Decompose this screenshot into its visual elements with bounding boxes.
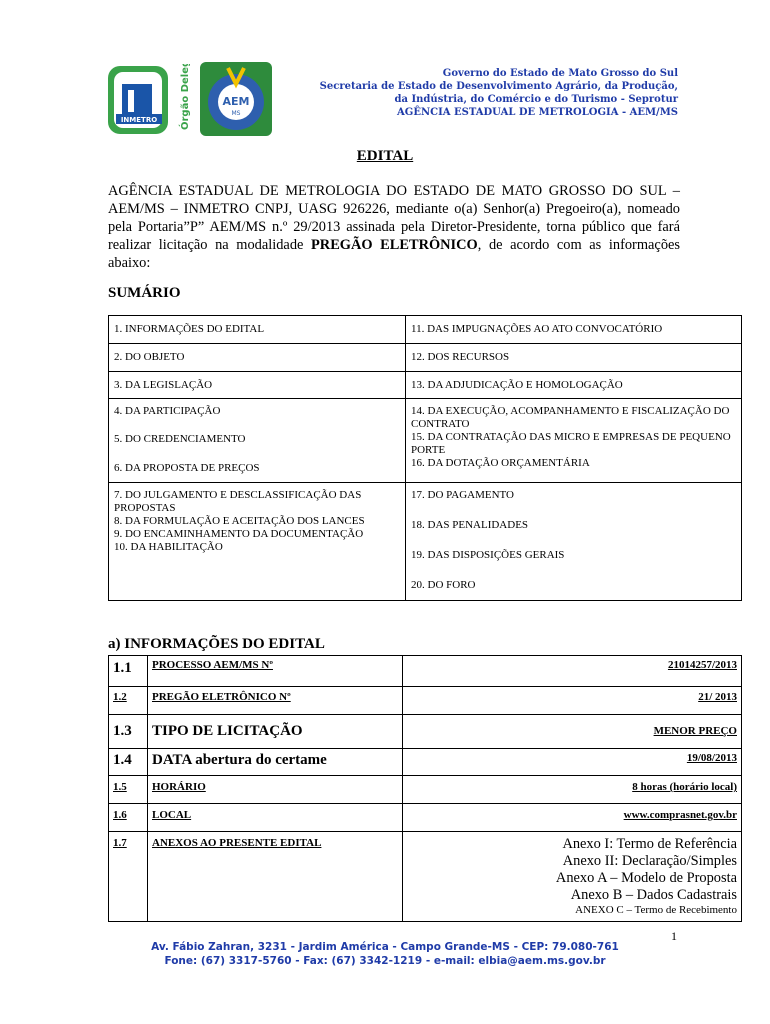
row-number: 1.3 <box>109 715 148 749</box>
summary-item: 20. DO FORO <box>411 579 476 591</box>
row-value: www.comprasnet.gov.br <box>403 804 742 832</box>
summary-item: 8. DA FORMULAÇÃO E ACEITAÇÃO DOS LANCES <box>114 515 365 527</box>
header-line-3: da Indústria, do Comércio e do Turismo - Seprotur <box>394 94 678 105</box>
annex-list <box>403 832 742 922</box>
delegate-logo-text: Órgão Delegado <box>180 64 191 130</box>
summary-item: 3. DA LEGISLAÇÃO <box>109 372 406 399</box>
header-line-2: Secretaria de Estado de Desenvolvimento Agrário, da Produção, <box>319 81 678 92</box>
summary-item: 13. DA ADJUDICAÇÃO E HOMOLOGAÇÃO <box>406 372 742 399</box>
summary-item: 16. DA DOTAÇÃO ORÇAMENTÁRIA <box>411 457 590 469</box>
summary-item: 5. DO CREDENCIAMENTO <box>114 433 246 445</box>
summary-item: 12. DOS RECURSOS <box>406 344 742 372</box>
edital-info-table <box>108 655 742 922</box>
summary-item: 18. DAS PENALIDADES <box>411 519 529 531</box>
annex-item: Anexo II: Declaração/Simples <box>562 853 737 869</box>
summary-item: 2. DO OBJETO <box>109 344 406 372</box>
aem-logo-subtext: MS <box>231 110 241 117</box>
annex-item: Anexo A – Modelo de Proposta <box>555 870 737 886</box>
aem-logo <box>200 62 272 136</box>
row-number: 1.4 <box>109 749 148 776</box>
intro-end: , de acordo com as informações abaixo: <box>108 237 680 271</box>
summary-item: 11. DAS IMPUGNAÇÕES AO ATO CONVOCATÓRIO <box>406 316 742 344</box>
row-number: 1.1 <box>109 656 148 687</box>
row-label: PREGÃO ELETRÔNICO Nº <box>148 687 403 715</box>
intro-paragraph <box>108 182 680 272</box>
summary-cell <box>109 399 406 483</box>
row-value: 21/ 2013 <box>403 687 742 715</box>
summary-item: 1. INFORMAÇÕES DO EDITAL <box>109 316 406 344</box>
summary-cell <box>406 483 742 601</box>
row-number: 1.5 <box>109 776 148 804</box>
header-line-4: AGÊNCIA ESTADUAL DE METROLOGIA - AEM/MS <box>397 107 678 118</box>
summary-item: 14. DA EXECUÇÃO, ACOMPANHAMENTO E FISCALIZAÇÃO DO CONTRATO <box>411 405 730 430</box>
summary-cell <box>406 399 742 483</box>
intro-modality: PREGÃO ELETRÔNICO <box>311 237 478 253</box>
footer-address: Av. Fábio Zahran, 3231 - Jardim América - Campo Grande-MS - CEP: 79.080-761 <box>151 941 619 953</box>
inmetro-logo <box>108 64 196 136</box>
summary-item: 7. DO JULGAMENTO E DESCLASSIFICAÇÃO DAS PROPOSTAS <box>114 489 362 514</box>
annex-item: ANEXO C – Termo de Recebimento <box>575 904 737 916</box>
row-label: HORÁRIO <box>148 776 403 804</box>
row-value: 8 horas (horário local) <box>403 776 742 804</box>
row-label: LOCAL <box>148 804 403 832</box>
footer <box>0 940 770 968</box>
summary-item: 17. DO PAGAMENTO <box>411 489 514 501</box>
row-number: 1.2 <box>109 687 148 715</box>
row-label: DATA abertura do certame <box>148 749 403 776</box>
row-label: TIPO DE LICITAÇÃO <box>148 715 403 749</box>
row-label: PROCESSO AEM/MS Nº <box>148 656 403 687</box>
row-value: 19/08/2013 <box>403 749 742 776</box>
section-a-title: a) INFORMAÇÕES DO EDITAL <box>108 636 325 652</box>
row-number: 1.6 <box>109 804 148 832</box>
inmetro-logo-text: INMETRO <box>120 116 158 124</box>
summary-cell <box>109 483 406 601</box>
summary-item: 4. DA PARTICIPAÇÃO <box>114 405 221 417</box>
summary-item: 9. DO ENCAMINHAMENTO DA DOCUMENTAÇÃO <box>114 528 364 540</box>
page-number: 1 <box>671 929 677 943</box>
row-value: 21014257/2013 <box>403 656 742 687</box>
summary-item: 10. DA HABILITAÇÃO <box>114 541 223 553</box>
annex-item: Anexo B – Dados Cadastrais <box>570 887 737 903</box>
summary-table <box>108 315 742 601</box>
row-value: MENOR PREÇO <box>403 715 742 749</box>
footer-contact: Fone: (67) 3317-5760 - Fax: (67) 3342-1219 - e-mail: elbia@aem.ms.gov.br <box>164 955 606 967</box>
summary-item: 6. DA PROPOSTA DE PREÇOS <box>114 462 260 474</box>
summary-title: SUMÁRIO <box>108 285 181 301</box>
summary-item: 19. DAS DISPOSIÇÕES GERAIS <box>411 549 565 561</box>
document-title: EDITAL <box>356 148 414 164</box>
header-line-1: Governo do Estado de Mato Grosso do Sul <box>442 68 678 79</box>
row-number: 1.7 <box>109 832 148 922</box>
aem-logo-text: AEM <box>222 95 250 108</box>
row-label: ANEXOS AO PRESENTE EDITAL <box>148 832 403 922</box>
summary-item: 15. DA CONTRATAÇÃO DAS MICRO E EMPRESAS DE PEQUENO PORTE <box>411 431 731 456</box>
annex-item: Anexo I: Termo de Referência <box>562 836 737 852</box>
letterhead <box>320 67 678 119</box>
intro-text: AGÊNCIA ESTADUAL DE METROLOGIA DO ESTADO DE MATO GROSSO DO SUL – AEM/MS – INMETRO CNPJ, UASG 926226, mediante o(a) Senhor(a) Pregoeiro(a), nomeado pela Portaria”P” AEM/MS n.º 29/2013 assinada pela Diretor-Presidente, torna público que fará realizar licitação na modalidade <box>108 183 680 253</box>
